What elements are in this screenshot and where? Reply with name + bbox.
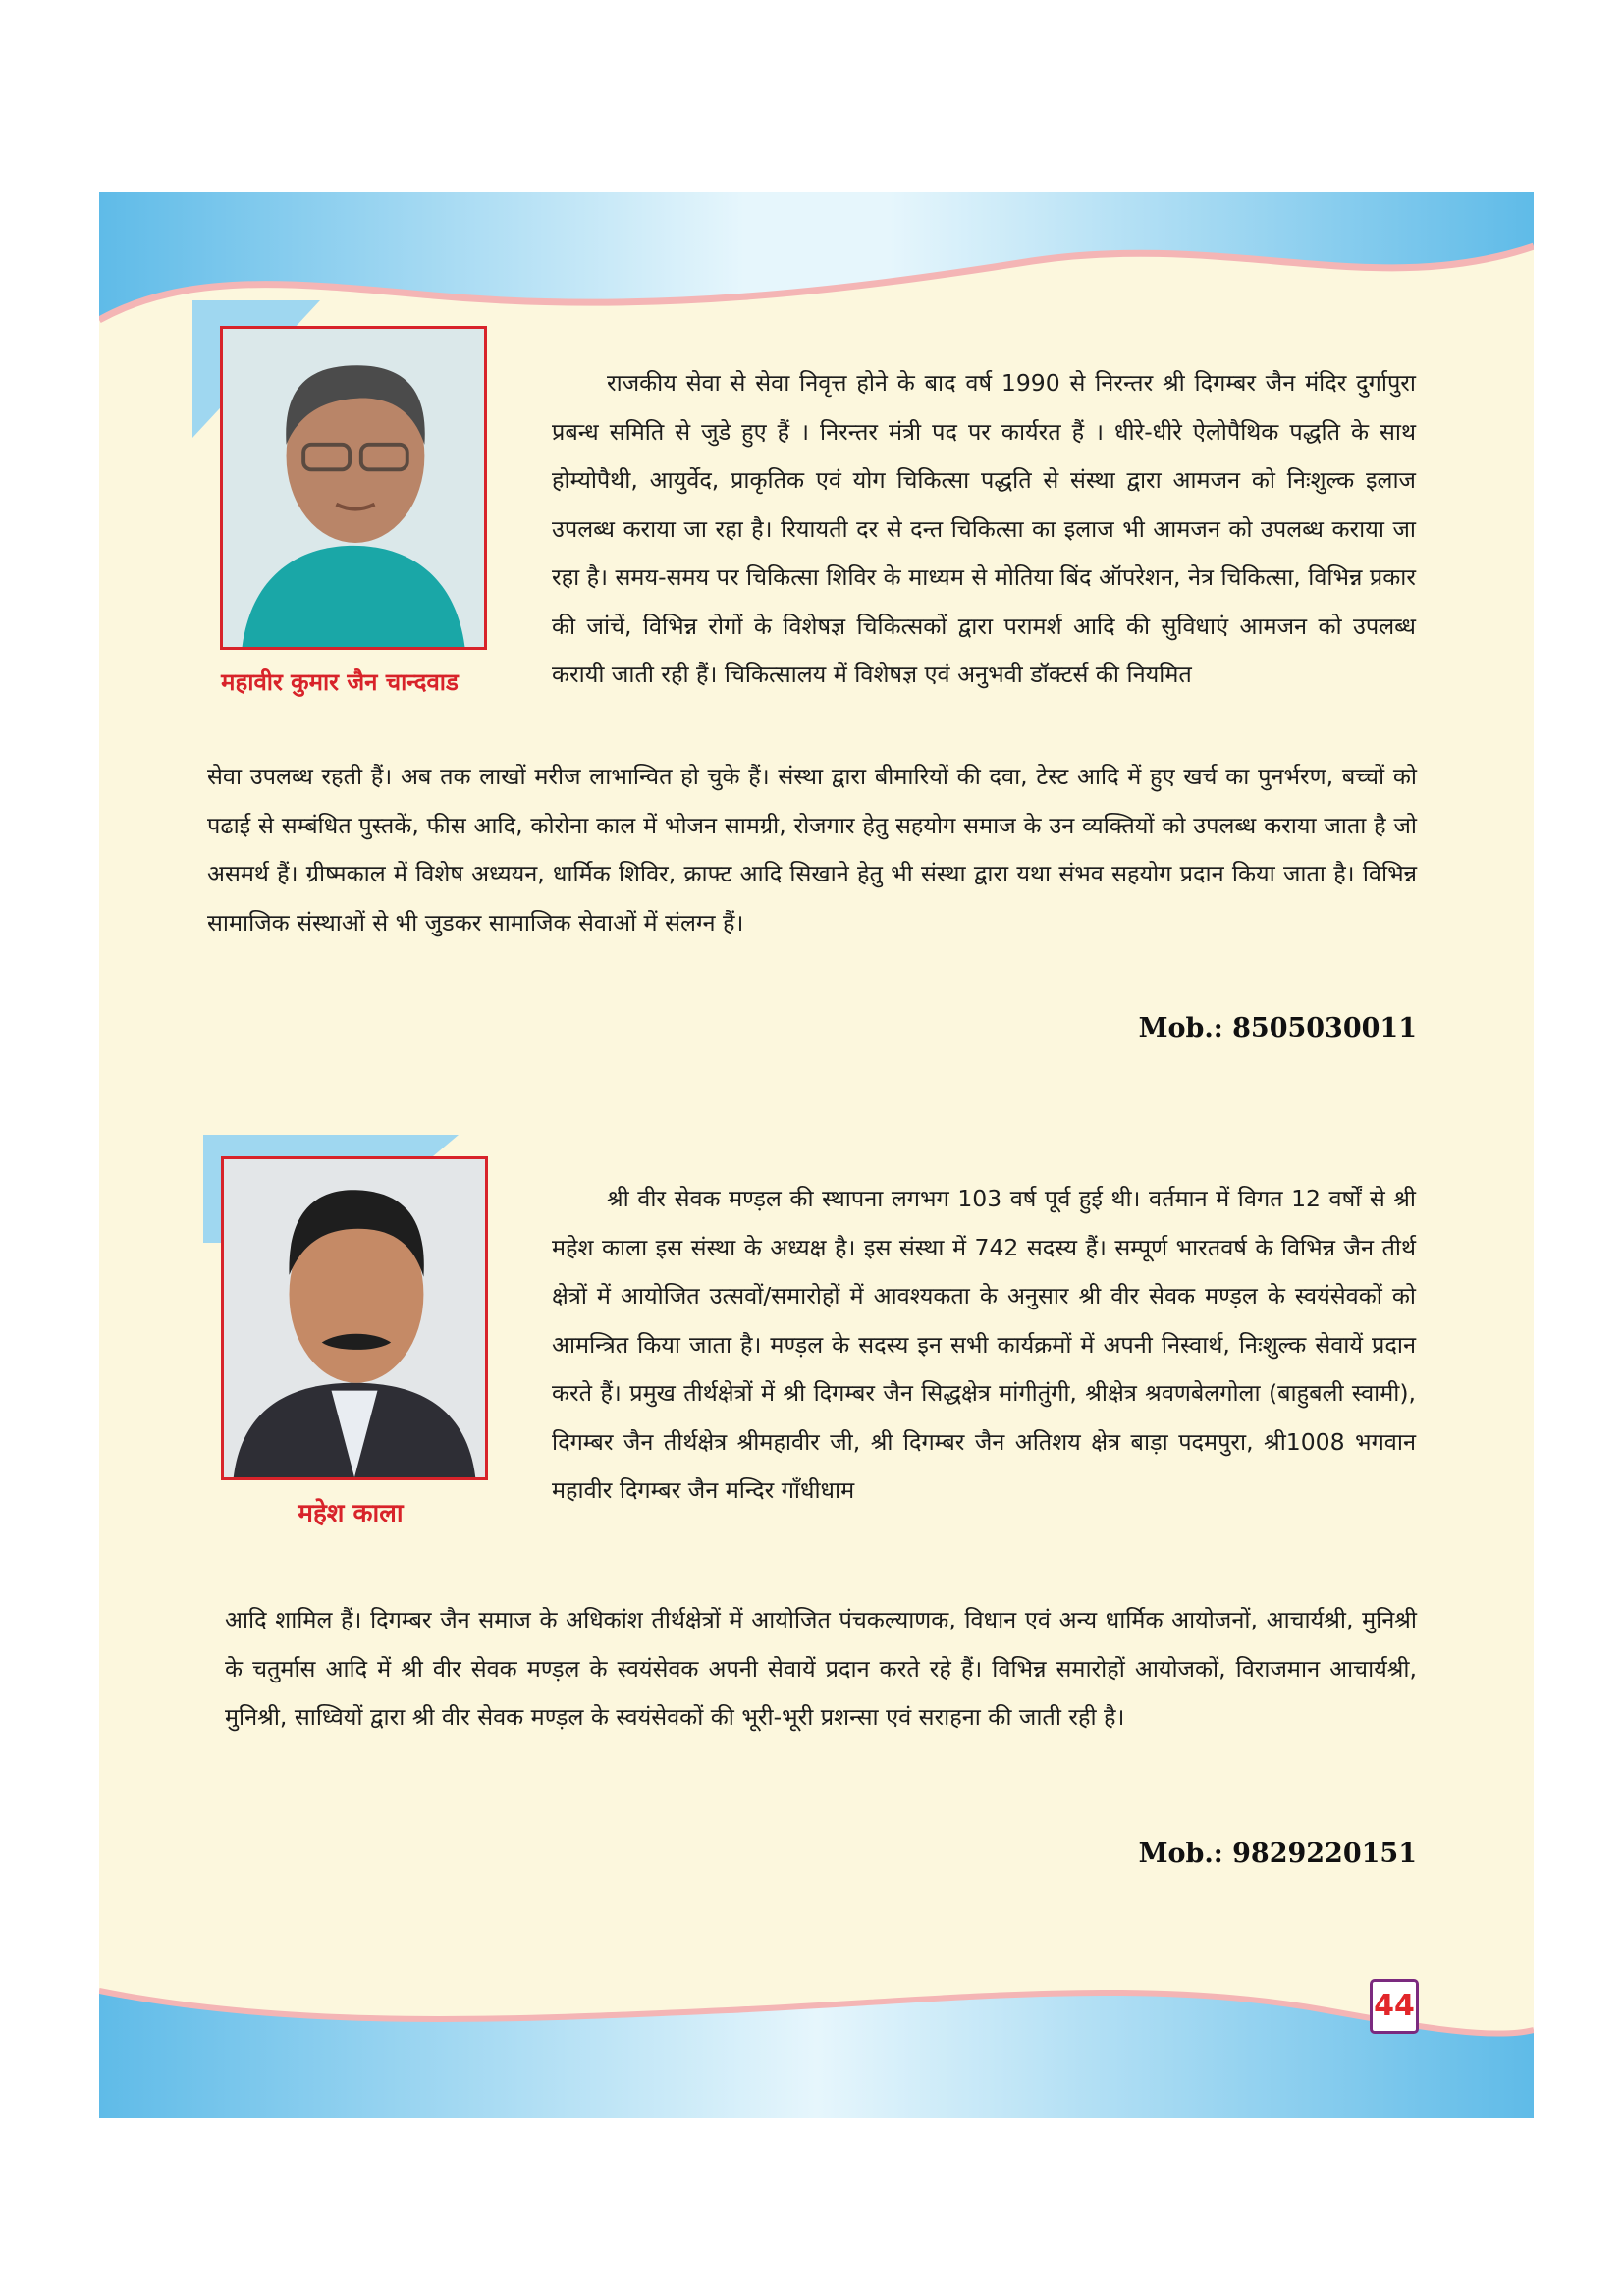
section1-text-intro-content: राजकीय सेवा से सेवा निवृत्त होने के बाद वर्ष 1990 से निरन्तर श्री दिगम्बर जैन मंदिर दुर्गापुरा प्रबन्ध समिति से जुडे हुए हैं । निरन्तर मंत्री पद पर कार्यरत हैं । धीरे-धीरे ऐलोपैथिक पद्धति के साथ होम्योपैथी, आयुर्वेद, प्राकृतिक एवं योग चिकित्सा पद्धति से संस्था द्वारा आमजन को निःशुल्क इलाज उपलब्ध कराया जा रहा है। रियायती दर से दन्त चिकित्सा का इलाज भी आमजन को उपलब्ध कराया जा रहा है। समय-समय पर चिकित्सा शिविर के माध्यम से मोतिया बिंद ऑपरेशन, नेत्र चिकित्सा, विभिन्न प्रकार की जांचें, विभिन्न रोगों के विशेषज्ञ चिकित्सकों द्वारा परामर्श आदि की सुविधाएं आमजन को उपलब्ध करायी जाती रही हैं। चिकित्सालय में विशेषज्ञ एवं अनुभवी डॉक्टर्स की नियमित (552, 369, 1416, 688)
page-number: 44 (1370, 1979, 1419, 2034)
bottom-wave-decoration (99, 1971, 1534, 2118)
portrait-mahavir-kumar-jain (220, 326, 487, 650)
section1-caption: महावीर कुमार जैन चान्दवाड (221, 668, 459, 696)
section1-text-intro (552, 359, 1416, 700)
section2-mobile: Mob.: 9829220151 (1138, 1839, 1417, 1869)
portrait-mahesh-kala (221, 1156, 488, 1480)
section1-text-continued: सेवा उपलब्ध रहती हैं। अब तक लाखों मरीज लाभान्वित हो चुके हैं। संस्था द्वारा बीमारियों की दवा, टेस्ट आदि में हुए खर्च का पुनर्भरण, बच्चों को पढाई से सम्बंधित पुस्तकें, फीस आदि, कोरोना काल में भोजन सामग्री, रोजगार हेतु सहयोग समाज के उन व्यक्तियों को उपलब्ध कराया जाता है जो असमर्थ हैं। ग्रीष्मकाल में विशेष अध्ययन, धार्मिक शिविर, क्राफ्ट आदि सिखाने हेतु भी संस्था द्वारा यथा संभव सहयोग प्रदान किया जाता है। विभिन्न सामाजिक संस्थाओं से भी जुडकर सामाजिक सेवाओं में संलग्न हैं। (207, 763, 1417, 936)
section2-photo-block (203, 1135, 498, 1527)
section2-text-continued: आदि शामिल हैं। दिगम्बर जैन समाज के अधिकांश तीर्थक्षेत्रों में आयोजित पंचकल्याणक, विधान एवं अन्य धार्मिक आयोजनों, आचार्यश्री, मुनिश्री के चतुर्मास आदि में श्री वीर सेवक मण्ड़ल के स्वयंसेवक अपनी सेवायें प्रदान करते रहे हैं। विभिन्न समारोहों आयोजकों, विराजमान आचार्यश्री, मुनिश्री, साध्वियों द्वारा श्री वीर सेवक मण्ड़ल के स्वयंसेवकों की भूरी-भूरी प्रशन्सा एवं सराहना की जाती रही है। (225, 1606, 1417, 1731)
section2-text-intro (552, 1175, 1416, 1516)
section2-text-intro-content: श्री वीर सेवक मण्ड़ल की स्थापना लगभग 103 वर्ष पूर्व हुई थी। वर्तमान में विगत 12 वर्षों से श्री महेश काला इस संस्था के अध्यक्ष है। इस संस्था में 742 सदस्य हैं। सम्पूर्ण भारतवर्ष के विभिन्न जैन तीर्थ क्षेत्रों में आयोजित उत्सवों/समारोहों में आवश्यकता के अनुसार श्री वीर सेवक मण्ड़ल के स्वयंसेवकों को आमन्त्रित किया जाता है। मण्ड़ल के सदस्य इन सभी कार्यक्रमों में अपनी निस्वार्थ, निःशुल्क सेवायें प्रदान करते हैं। प्रमुख तीर्थक्षेत्रों में श्री दिगम्बर जैन सिद्धक्षेत्र मांगीतुंगी, श्रीक्षेत्र श्रवणबेलगोला (बाहुबली स्वामी), दिगम्बर जैन तीर्थक्षेत्र श्रीमहावीर जी, श्री दिगम्बर जैन अतिशय क्षेत्र बाड़ा पदमपुरा, श्री1008 भगवान महावीर दिगम्बर जैन मन्दिर गाँधीधाम (552, 1185, 1416, 1504)
section2-caption: महेश काला (298, 1499, 404, 1528)
section1-photo-block (192, 300, 487, 722)
section1-mobile: Mob.: 8505030011 (1138, 1013, 1417, 1043)
page-sheet (99, 192, 1534, 2118)
